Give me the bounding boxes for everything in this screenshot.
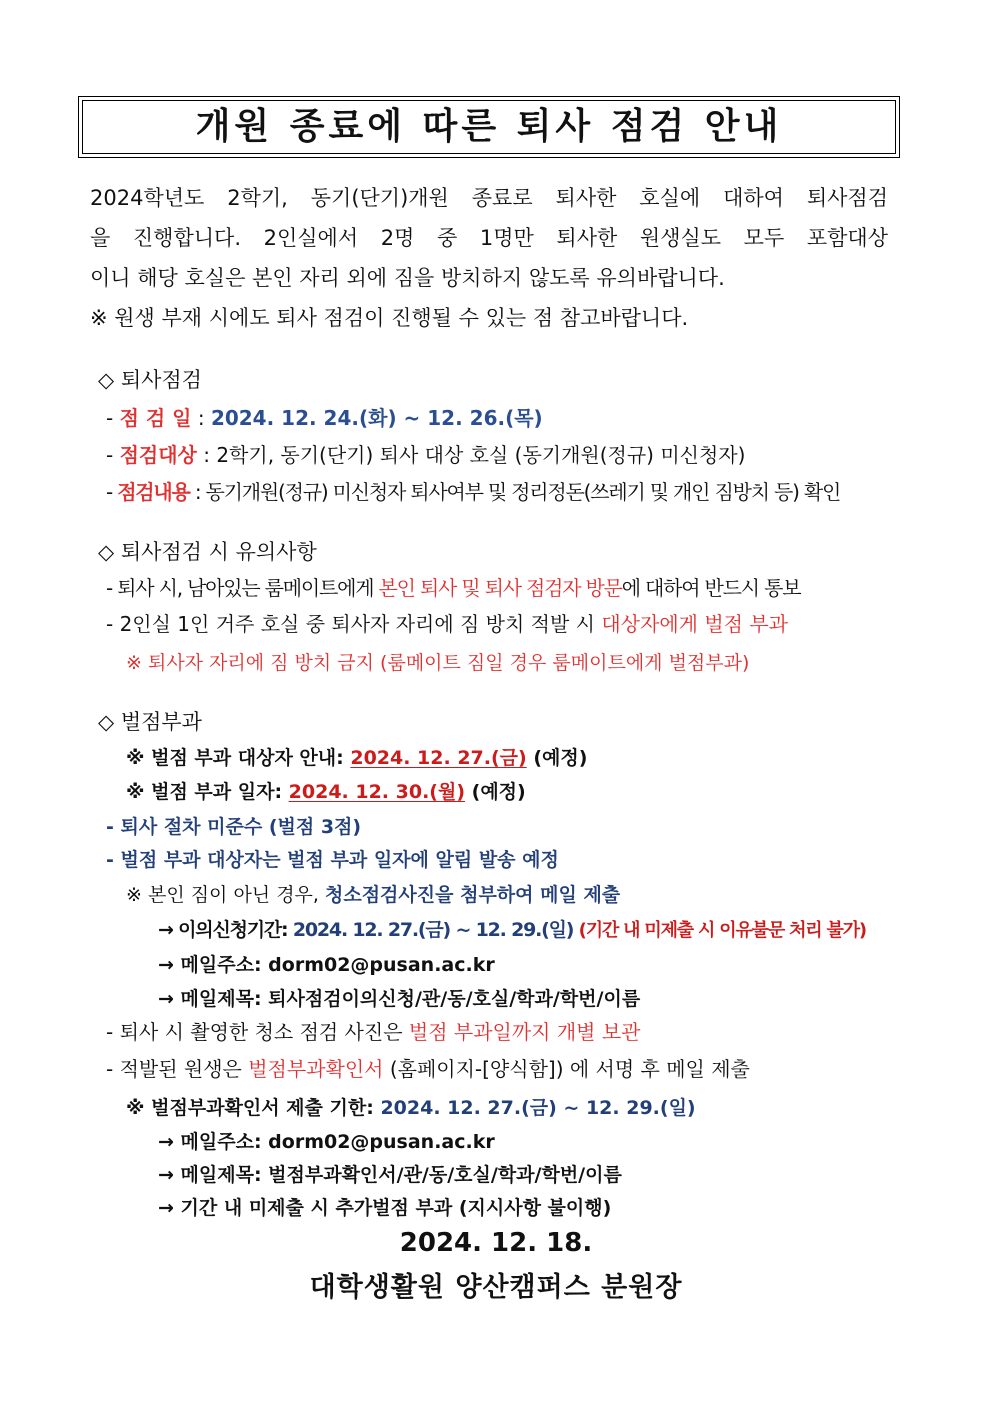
precaution-note: ※ 퇴사자 자리에 짐 방치 금지 (룸메이트 짐일 경우 룸메이트에게 벌점부과) xyxy=(126,652,750,674)
precaution-item-1-text: - 퇴사 시, 남아있는 룸메이트에게 xyxy=(106,576,379,600)
inspection-target-value: 2학기, 동기(단기) 퇴사 대상 호실 (동기개원(정규) 미신청자) xyxy=(216,443,746,467)
objection-subject: → 메일제목: 퇴사점검이의신청/관/동/호실/학과/학번/이름 xyxy=(158,988,641,1010)
confirmation-suffix: (홈페이지-[양식함]) 에 서명 후 메일 제출 xyxy=(383,1057,750,1081)
inspection-date-row: - 점 검 일 : 2024. 12. 24.(화) ~ 12. 26.(목) xyxy=(106,406,543,430)
deadline-label: ※ 벌점부과확인서 제출 기한: xyxy=(126,1097,381,1119)
penalty-notice-label: ※ 벌점 부과 대상자 안내: xyxy=(126,747,351,769)
photo-keep-row xyxy=(106,1016,640,1045)
penalty-notice-row xyxy=(126,743,587,770)
title-box xyxy=(78,96,900,158)
penalty-impose-row xyxy=(126,777,526,804)
inspection-content-row: - 점검내용 : 동기개원(정규) 미신청자 퇴사여부 및 정리정돈(쓰레기 및 개인 짐방치 등) 확인 xyxy=(106,480,841,504)
deadline-row xyxy=(126,1093,696,1120)
inspection-date-value: 2024. 12. 24.(화) ~ 12. 26.(목) xyxy=(210,406,543,430)
precaution-item-1-highlight: 본인 퇴사 및 퇴사 점검자 방문 xyxy=(378,576,622,600)
inspection-date-label: 점 검 일 xyxy=(119,406,192,430)
confirmation-subject: → 메일제목: 벌점부과확인서/관/동/호실/학과/학번/이름 xyxy=(158,1164,622,1186)
confirmation-row xyxy=(106,1053,750,1082)
penalty-impose-label: ※ 벌점 부과 일자: xyxy=(126,781,289,803)
intro-line-3: 이니 해당 호실은 본인 자리 외에 짐을 방치하지 않도록 유의바랍니다. xyxy=(90,266,725,290)
precaution-item-2-text: - 2인실 1인 거주 호실 중 퇴사자 자리에 짐 방치 적발 시 xyxy=(106,612,602,636)
deadline-value: 2024. 12. 27.(금) ~ 12. 29.(일) xyxy=(380,1097,696,1119)
penalty-photo-note-highlight: 청소점검사진을 첨부하여 메일 제출 xyxy=(325,884,621,906)
penalty-item-2: - 벌점 부과 대상자는 벌점 부과 일자에 알림 발송 예정 xyxy=(106,849,559,871)
photo-keep-text: - 퇴사 시 촬영한 청소 점검 사진은 xyxy=(106,1020,409,1044)
objection-period-row xyxy=(158,915,866,942)
precaution-item-2 xyxy=(106,608,788,637)
confirmation-email: → 메일주소: dorm02@pusan.ac.kr xyxy=(158,1131,495,1153)
penalty-notice-suffix: (예정) xyxy=(526,747,588,769)
inspection-target-row: - 점검대상 : 2학기, 동기(단기) 퇴사 대상 호실 (동기개원(정규) 미신청자) xyxy=(106,443,746,467)
photo-keep-highlight: 벌점 부과일까지 개별 보관 xyxy=(408,1020,641,1044)
confirmation-text: - 적발된 원생은 xyxy=(106,1057,249,1081)
objection-period-warning: (기간 내 미제출 시 이유불문 처리 불가) xyxy=(578,920,866,941)
penalty-impose-date: 2024. 12. 30.(월) xyxy=(288,781,466,803)
penalty-item-1: - 퇴사 절차 미준수 (벌점 3점) xyxy=(106,816,362,838)
objection-period-label: → 이의신청기간: xyxy=(158,919,293,941)
section-heading-penalty: ◇ 벌점부과 xyxy=(98,710,202,734)
intro-line-2: 을 진행합니다. 2인실에서 2명 중 1명만 퇴사한 원생실도 모두 포함대상 xyxy=(90,226,888,250)
section-heading-precautions: ◇ 퇴사점검 시 유의사항 xyxy=(98,540,317,564)
precaution-item-1 xyxy=(106,572,800,601)
document-date: 2024. 12. 18. xyxy=(399,1228,593,1258)
precaution-item-1-suffix: 에 대하여 반드시 통보 xyxy=(621,576,801,600)
intro-line-4: ※ 원생 부재 시에도 퇴사 점검이 진행될 수 있는 점 참고바랍니다. xyxy=(90,306,689,330)
penalty-photo-note-text: ※ 본인 짐이 아닌 경우, xyxy=(126,884,325,906)
confirmation-highlight: 벌점부과확인서 xyxy=(248,1057,384,1081)
intro-line-1: 2024학년도 2학기, 동기(단기)개원 종료로 퇴사한 호실에 대하여 퇴사점검 xyxy=(90,186,888,210)
extra-penalty-note: → 기간 내 미제출 시 추가벌점 부과 (지시사항 불이행) xyxy=(158,1197,612,1219)
penalty-notice-date: 2024. 12. 27.(금) xyxy=(350,747,527,769)
penalty-impose-suffix: (예정) xyxy=(465,781,526,803)
section-heading-inspection: ◇ 퇴사점검 xyxy=(98,368,202,392)
objection-period-value: 2024. 12. 27.(금) ~ 12. 29.(일) xyxy=(292,919,579,941)
penalty-photo-note xyxy=(126,880,620,907)
inspection-content-label: 점검내용 xyxy=(117,480,190,504)
precaution-item-2-highlight: 대상자에게 벌점 부과 xyxy=(601,612,788,636)
inspection-content-value: 동기개원(정규) 미신청자 퇴사여부 및 정리정돈(쓰레기 및 개인 짐방치 등) 확인 xyxy=(205,480,841,504)
page-title: 개원 종료에 따른 퇴사 점검 안내 xyxy=(195,106,783,147)
objection-email: → 메일주소: dorm02@pusan.ac.kr xyxy=(158,954,495,976)
issuer-name: 대학생활원 양산캠퍼스 분원장 xyxy=(309,1272,683,1303)
inspection-target-label: 점검대상 xyxy=(119,443,197,467)
